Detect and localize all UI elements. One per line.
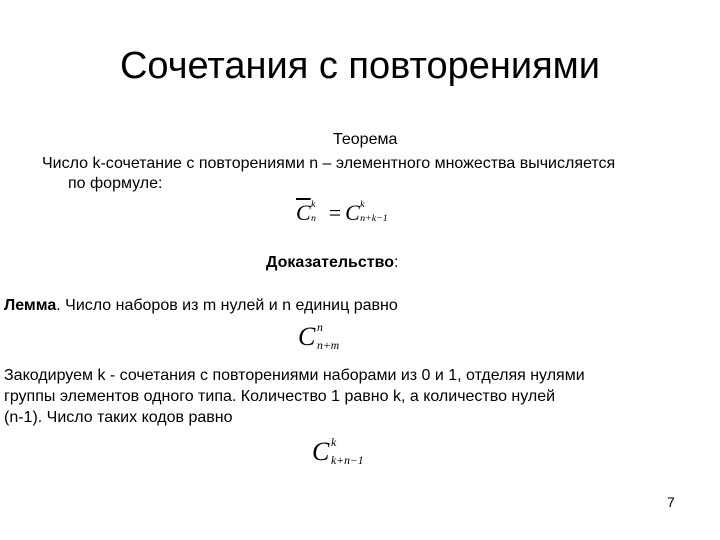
formula1-rhs-sup: k <box>360 199 365 210</box>
theorem-line-2: по формуле: <box>68 175 163 192</box>
theorem-line-1: Число k-сочетание с повторениями n – элементного множества вычисляется <box>42 155 616 172</box>
lemma-text: . Число наборов из m нулей и n единиц равно <box>56 297 398 314</box>
slide-title: Сочетания с повторениями <box>119 45 600 87</box>
proof-colon: : <box>393 254 399 271</box>
formula1-lhs-sub: n <box>311 213 316 224</box>
formula-combinations-with-repetition <box>296 200 394 226</box>
lemma-label: Лемма <box>4 297 57 314</box>
proof-heading <box>266 253 398 273</box>
lemma-statement <box>4 296 398 316</box>
formula3-sub: k+n−1 <box>331 454 364 467</box>
proof-paragraph <box>4 365 704 428</box>
formula1-lhs-sup: k <box>311 199 316 210</box>
formula2-base: C <box>298 322 316 351</box>
formula1-equals: = <box>328 200 342 225</box>
formula1-lhs-base: $\overline{C}$ <box>296 200 311 225</box>
theorem-statement <box>42 154 702 194</box>
proof-paragraph-line-1: Закодируем k - сочетания с повторениями наборами из 0 и 1, отделяя нулями <box>4 367 585 384</box>
proof-paragraph-line-3: (n-1). Число таких кодов равно <box>4 409 233 426</box>
formula-code-count <box>312 437 369 467</box>
page-number: 7 <box>667 494 675 510</box>
formula2-sup: n <box>317 321 323 334</box>
formula3-sup: k <box>331 436 337 449</box>
formula-lemma-count <box>298 322 345 352</box>
proof-paragraph-line-2: группы элементов одного типа. Количество 1 равно k, а количество нулей <box>4 388 556 405</box>
formula2-sub: n+m <box>317 339 340 352</box>
formula1-rhs-sub: n+k−1 <box>360 213 388 224</box>
formula1-rhs-base: C <box>345 200 360 225</box>
theorem-heading: Теорема <box>333 131 398 148</box>
proof-label: Доказательство <box>266 254 394 271</box>
formula3-base: C <box>312 437 330 466</box>
